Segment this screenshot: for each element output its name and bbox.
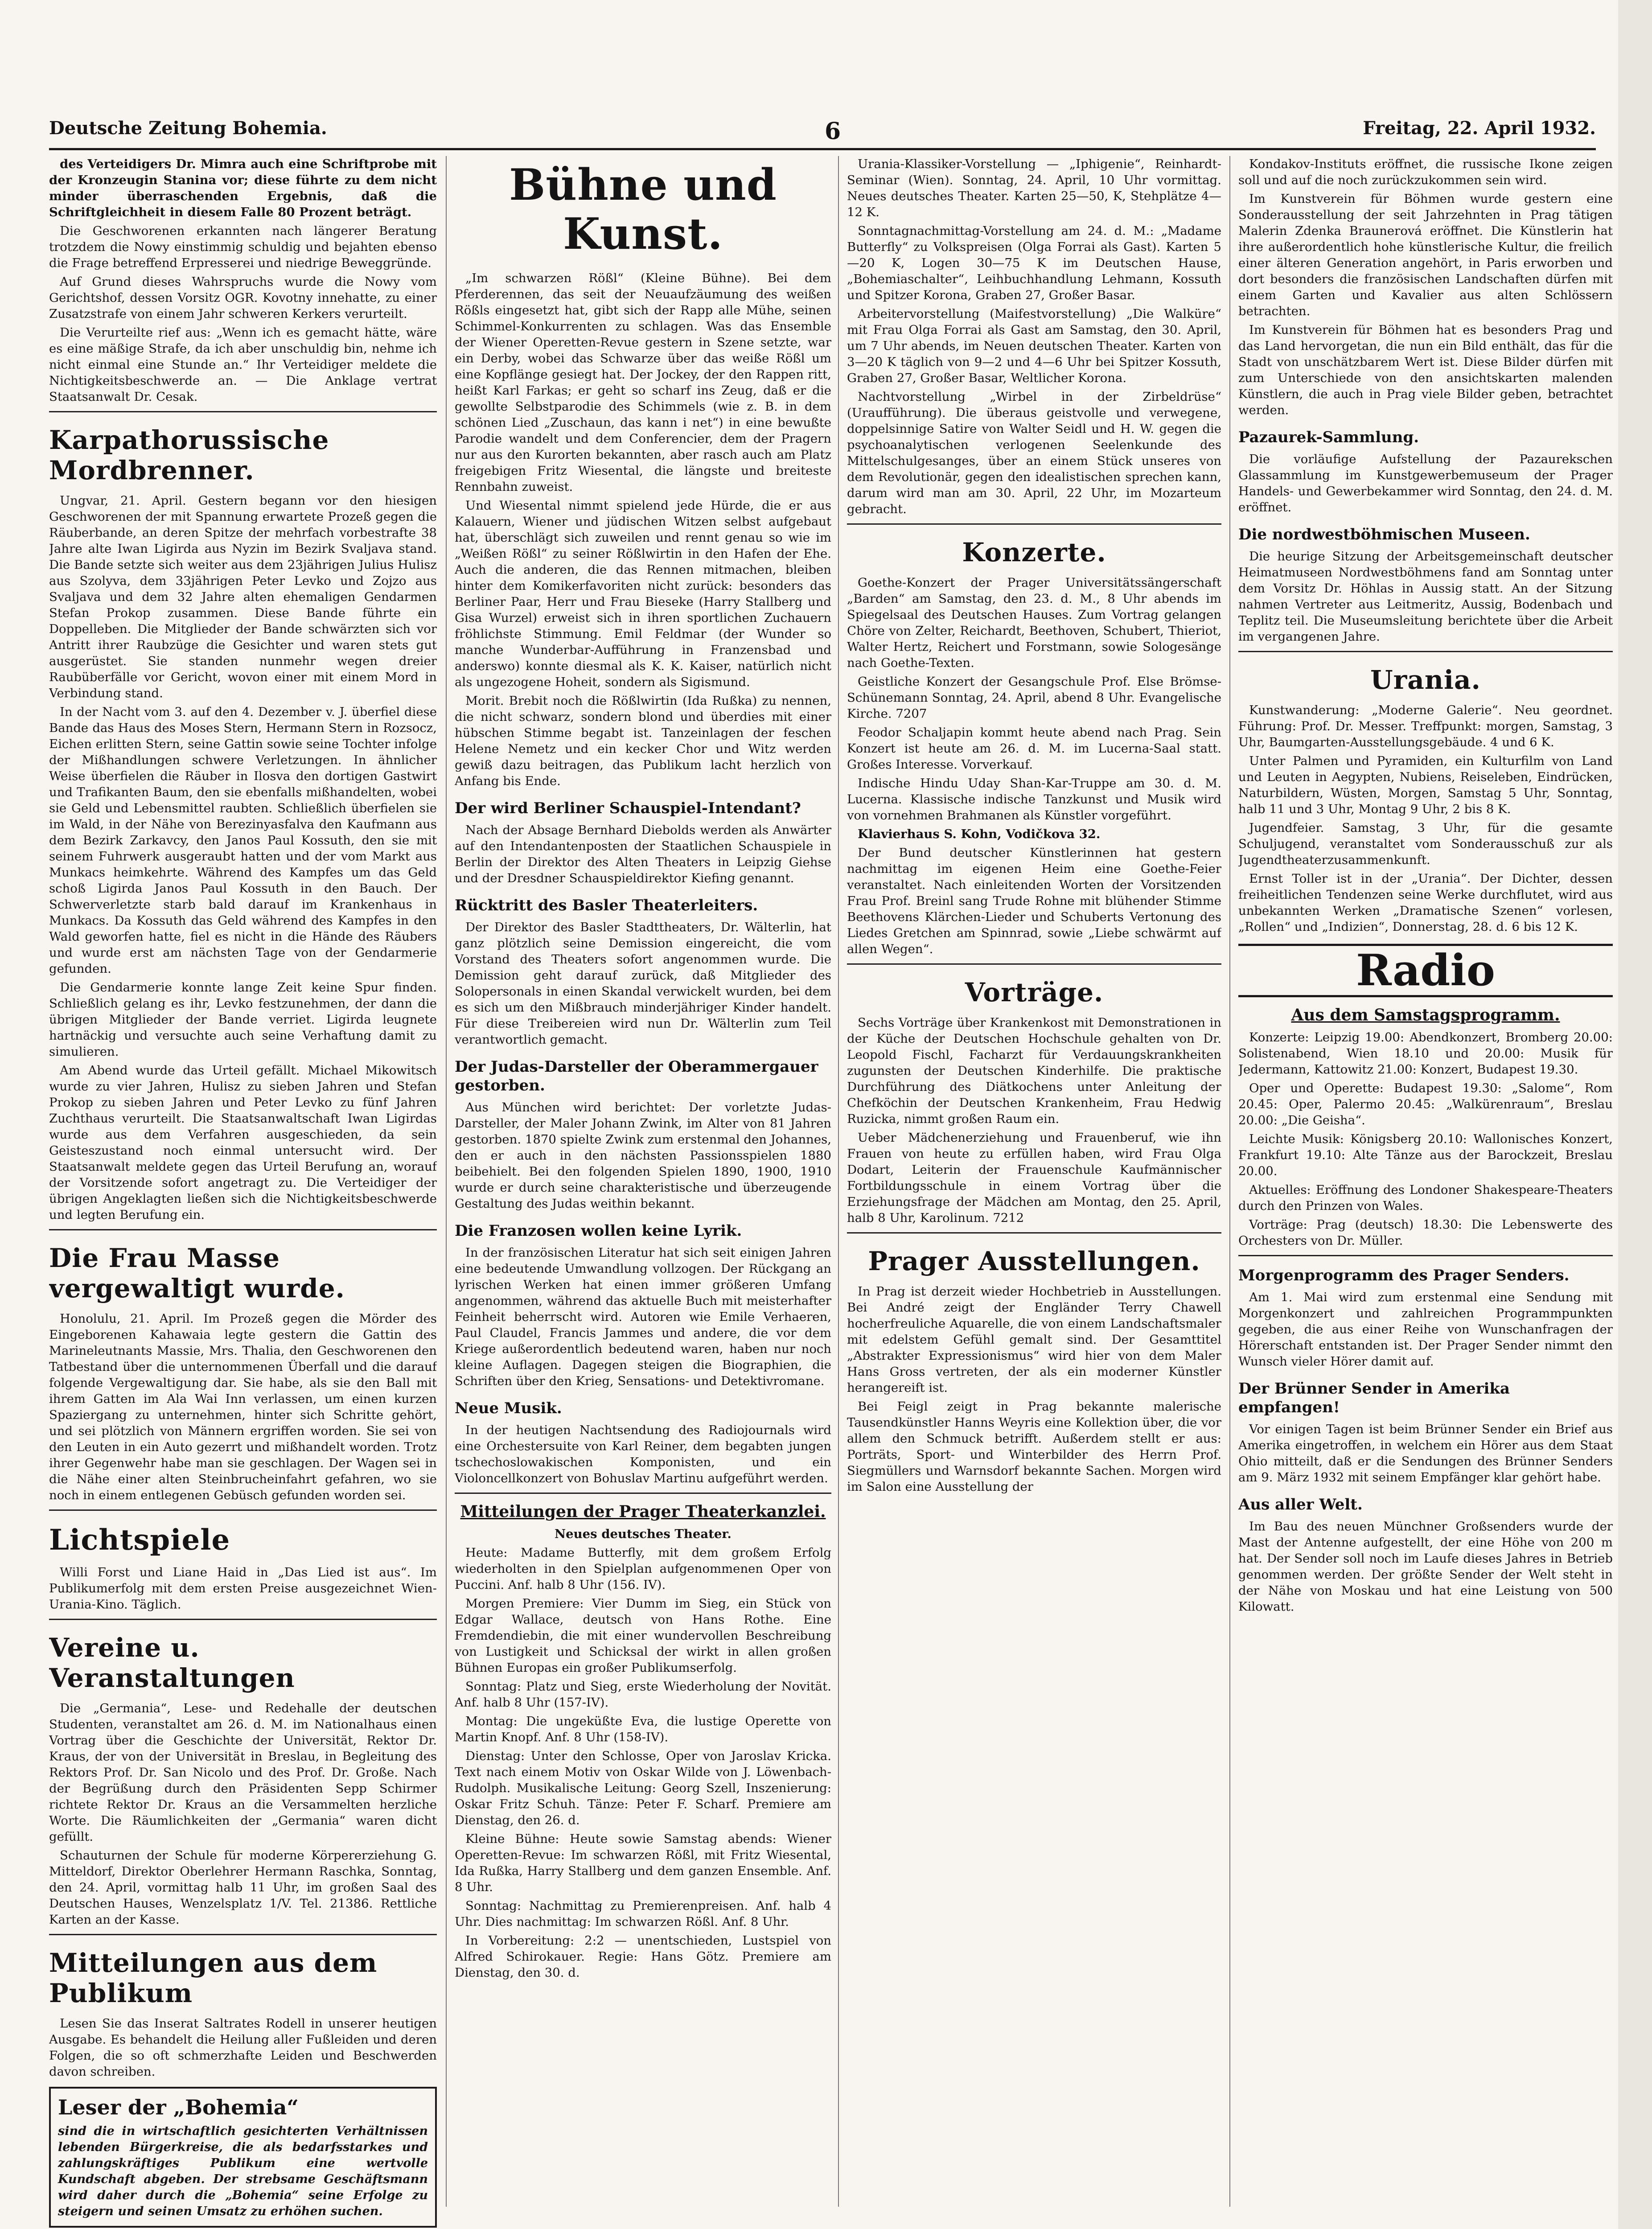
article-text: Am 1. Mai wird zum erstenmal eine Sendung mit Morgenkonzert und zahlreichen Programmpunkten gegeben, die aus einer Reihe von Wunschanfragen der Hörerschaft entstanden ist. Der Prager Sender nimmt den Wunsch vieler Hörer damit auf. [1238, 1290, 1613, 1369]
headline: Die Franzosen wollen keine Lyrik. [455, 1222, 742, 1240]
headline: Karpathorussische Mordbrenner. [49, 425, 329, 485]
section-title: Vorträge. [965, 977, 1104, 1008]
column-1 [49, 156, 437, 2229]
article-text: Die heurige Sitzung der Arbeitsgemeinschaft deutscher Heimatmuseen Nordwestböhmens fand am Sonntag unter dem Vorsitz Dr. Höhlas in Aussig statt. An der Sitzung nahmen Vertreter aus Leitmeritz, Aussig, Bodenbach und Teplitz teil. Die Museumsleitung berichtete über die Arbeit im vergangenen Jahre. [1238, 549, 1613, 644]
article-text: Ungvar, 21. April. Gestern begann vor den hiesigen Geschworenen der mit Spannung erwartete Prozeß gegen die Räuberbande, an deren Spitze der mehrfach vorbestrafte 38 Jahre alte Iwan Ligirda aus Nyzin im Bezirk Svaljava stand. Die Bande setzte sich weiter aus dem 23jährigen Julius Hulisz aus Szolyva, dem 33jährigen Peter Levko und Zojzo aus Svaljava und dem 32 Jahre alten ehemaligen Gendarmen Stefan Prokop zusammen. Diese Bande führte ein Doppelleben. Die Mitglieder der Bande schwärzten sich vor Antritt ihrer Raubzüge die Gesichter und waren stets gut ausgerüstet. Sie standen nunmehr wegen dreier Raubüberfälle vor Gericht, wovon einer mit einem Mord in Verbindung stand. [49, 494, 437, 700]
headline: Mitteilungen der Prager Theaterkanzlei. [460, 1502, 826, 1521]
article-text: In der heutigen Nachtsendung des Radiojournals wird eine Orchestersuite von Karl Reiner, dem begabten jungen tschechoslowakischen Komponisten, und ein Violoncellkonzert von Bohuslav Martinu aufgeführt werden. [455, 1423, 831, 1485]
article-text: Vorträge: Prag (deutsch) 18.30: Die Lebenswerte des Orchesters von Dr. Müller. [1238, 1217, 1613, 1248]
header-rule [49, 148, 1596, 150]
article-text: Die Gendarmerie konnte lange Zeit keine Spur finden. Schließlich gelang es ihr, Levko festzunehmen, der dann die übrigen Mitglieder der Bande verriet. Ligirda leugnete hartnäckig und versuchte auch seine Verhaftung damit zu simulieren. [49, 980, 437, 1059]
section-divider [847, 523, 1221, 525]
page-number: 6 [825, 118, 841, 145]
article-text: Honolulu, 21. April. Im Prozeß gegen die Mörder des Eingeborenen Kahawaia legte gestern die Gattin des Marineleutnants Massie, Mrs. Thalia, den Geschworenen den Tatbestand über die unternommenen Überfall und die darauf folgende Vergewaltigung dar. Sie habe, als sie den Ball mit ihrem Gatten im Ala Wai Inn verlassen, um einen kurzen Spaziergang zu unternehmen, hinter sich Schritte gehört, und sei plötzlich von Männern ergriffen worden. Sie sei von den Leuten in ein Auto gezerrt und mißhandelt worden. Trotz ihrer Gegenwehr habe man sie geschlagen. Der Wagen sei in die Nähe einer alten Steinbrucheinfahrt gefahren, wo sie noch in einem entlegenen Gebüsch gefunden worden sei. [49, 1312, 437, 1502]
issue-date: Freitag, 22. April 1932. [1363, 118, 1596, 139]
article-text: Sechs Vorträge über Krankenkost mit Demonstrationen in der Küche der Deutschen Hochschule gehalten von Dr. Leopold Fischl, Facharzt für Verdauungskrankheiten zugunsten der Deutschen Kinderhilfe. Die praktische Durchführung des Diätkochens unter Anleitung der Chefköchin der Deutschen Krankenheim, Frau Hedwig Ruzicka, nimmt großen Raum ein. [847, 1016, 1221, 1126]
article-text: „Im schwarzen Rößl“ (Kleine Bühne). Bei dem Pferderennen, das seit der Neuaufzäumung des weißen Rößls eingesetzt hat, gibt sich der Rapp alle Mühe, seinen Schimmel-Konkurrenten zu schlagen. Was das Ensemble der Wiener Operetten-Revue gestern in Szene setzte, war ein Derby, wobei das Schwarze über das weiße Rößl um eine Kopflänge gesiegt hat. Der Jockey, der den Rappen ritt, heißt Karl Farkas; er geht so scharf ins Zeug, daß er die gewollte Selbstparodie des Schimmels (wie z. B. in dem schönen Lied „Zuschaun, das kann i net“) in eine bewußte Parodie wandelt und dem Conferencier, dem der Pragern nur aus den Kurorten bekannten, aber rasch auch am Platz freigebigen Fritz Wiesental, die längste und breiteste Rennbahn zuweist. [455, 271, 831, 494]
article-text: Sonntag: Nachmittag zu Premierenpreisen. Anf. halb 4 Uhr. Dies nachmittag: Im schwarzen Rößl. Anf. 8 Uhr. [455, 1899, 831, 1929]
article-text: Oper und Operette: Budapest 19.30: „Salome“, Rom 20.45: Oper, Palermo 20.45: „Walkürenraum“, Breslau 20.00: „Die Geisha“. [1238, 1081, 1613, 1127]
article-text: Vor einigen Tagen ist beim Brünner Sender ein Brief aus Amerika eingetroffen, in welchem ein Hörer aus dem Staat Ohio mitteilt, daß er die Sendungen des Brünner Senders am 9. März 1932 mit seinem Empfänger klar gehört habe. [1238, 1422, 1613, 1485]
headline: Rücktritt des Basler Theaterleiters. [455, 897, 758, 914]
headline: Der Brünner Sender in Amerika empfangen! [1238, 1380, 1510, 1416]
article-text: Indische Hindu Uday Shan-Kar-Truppe am 30. d. M. Lucerna. Klassische indische Tanzkunst und Musik wird von vornehmen Brahmanen als Künstler vorgeführt. [847, 776, 1221, 823]
article-text: Heute: Madame Butterfly, mit dem großem Erfolg wiederholten in den Spielplan aufgenommenen Oper von Puccini. Anf. halb 8 Uhr (156. IV). [455, 1546, 831, 1592]
headline: Neue Musik. [455, 1399, 562, 1417]
newspaper-title: Deutsche Zeitung Bohemia. [49, 118, 327, 139]
article-text: Die „Germania“, Lese- und Redehalle der deutschen Studenten, veranstaltet am 26. d. M. im Nationalhaus einen Vortrag über die Geschichte der Universität, Rektor Dr. Kraus, der von der Universität in Breslau, in Begleitung des Rektors Prof. Dr. San Nicolo und des Prof. Dr. Große. Nach der Begrüßung durch den Präsidenten Sepp Schirmer richtete Rektor Dr. Kraus an die Versammelten herzliche Worte. Die Räumlichkeiten der „Germania“ waren dicht gefüllt. [49, 1701, 437, 1844]
article-text: Schauturnen der Schule für moderne Körpererziehung G. Mitteldorf, Direktor Oberlehrer Hermann Raschka, Sonntag, den 24. April, vormittag halb 11 Uhr, im großen Saal des Deutschen Hauses, Wenzelsplatz 1/V. Tel. 21386. Rettliche Karten an der Kasse. [49, 1848, 437, 1927]
article-text: In der französischen Literatur hat sich seit einigen Jahren eine bedeutende Umwandlung vollzogen. Der Rückgang an lyrischen Werken hat einen immer größeren Umfang angenommen, während das aktuelle Buch mit meisterhafter Feinheit beherrscht wird. Autoren wie Emile Verhaeren, Paul Claudel, Francis Jammes und andere, die vor dem Kriege außerordentlich bedeutend waren, haben nur noch kleine Auflagen. Dagegen steigen die Biographien, die Schriften über den Krieg, Sensations- und Detektivromane. [455, 1246, 831, 1388]
page-header [49, 118, 1596, 145]
article-text: Goethe-Konzert der Prager Universitätssängerschaft „Barden“ am Samstag, den 23. d. M., 8 Uhr abends im Spiegelsaal des Deutschen Hauses. Zum Vortrag gelangen Chöre von Zelter, Reichardt, Beethoven, Schubert, Thieriot, Walter Hertz, Reichert und Forstmann, sowie Sologesänge nach Goethe-Texten. [847, 576, 1221, 670]
headline: Aus dem Samstagsprogramm. [1291, 1006, 1560, 1024]
article-text: In der Nacht vom 3. auf den 4. Dezember v. J. überfiel diese Bande das Haus des Moses Stern, Hermann Stern in Rozsocz, Eichen erlitten Stern, seine Gattin sowie seine Tochter infolge der Mißhandlungen schwere Verletzungen. In ähnlicher Weise überfielen die Räuber in Ilosva den dortigen Gastwirt und Trafikanten Baum, den sie ebenfalls mißhandelten, wobei sie Geld und Lebensmittel raubten. Schließlich überfielen sie im Wald, in der Nähe von Berezinyasfalva den Kaufmann aus dem Bezirk Zarkavcy, den Janos Paul Kossuth, den sie mit seinem Fuhrwerk ausgeraubt hatten und der vom Markt aus Munkacs heimkehrte. Während des Kampfes um das Geld schoß Ligirda Janos Paul Kossuth in den Bauch. Der Schwerverletzte starb bald darauf im Krankenhaus in Munkacs. Da Kossuth das Geld während des Kampfes in den Wald geworfen hatte, fiel es nicht in die Hände des Räubers und wurde erst am nächsten Tage von der Gendarmerie gefunden. [49, 705, 437, 976]
article-text: Ueber Mädchenerziehung und Frauenberuf, wie ihn Frauen von heute zu erfüllen haben, wird Frau Olga Dodart, Leiterin der Frauenschule Kaufmännischer Fortbildungsschule in einem Vortrag über die Erziehungsfrage der Mädchen am Montag, den 25. April, halb 8 Uhr, Karolinum. 7212 [847, 1131, 1221, 1225]
column-divider [1229, 156, 1230, 2207]
scan-margin [1618, 0, 1652, 2229]
article-text: Die Verurteilte rief aus: „Wenn ich es gemacht hätte, wäre es eine mäßige Strafe, da ich aber unschuldig bin, nehme ich nicht einmal eine Stunde an.“ Ihr Verteidiger meldete die Nichtigkeitsbeschwerde an. — Die Anklage vertrat Staatsanwalt Dr. Cesak. [49, 325, 437, 404]
article-text: Jugendfeier. Samstag, 3 Uhr, für die gesamte Schuljugend, veranstaltet vom Sonderausschuß zur als Jugendtheaterzusammenkunft. [1238, 821, 1613, 867]
headline: Der Judas-Darsteller der Oberammergauer gestorben. [455, 1058, 818, 1094]
section-divider [49, 1509, 437, 1511]
article-text: Im Bau des neuen Münchner Großsenders wurde der Mast der Antenne aufgestellt, der eine Höhe von 200 m hat. Der Sender soll noch im Laufe dieses Jahres in Betrieb genommen werden. Der größte Sender der Welt steht in der Nähe von Moskau und hat eine Leistung von 500 Kilowatt. [1238, 1519, 1613, 1614]
article-text: Im Kunstverein für Böhmen hat es besonders Prag und das Land hervorgetan, die nun ein Bild enthält, das für die Stadt von unschätzbarem Wert ist. Diese Bilder dürfen mit zum Unterschiede von den ansichtskarten malenden Künstlern, die auch in Prag viele Bilder geben, betrachtet werden. [1238, 323, 1613, 417]
section-divider [847, 1232, 1221, 1234]
article-text: Willi Forst und Liane Haid in „Das Lied ist aus“. Im Publikumerfolg mit dem ersten Preise ausgezeichnet Wien-Urania-Kino. Täglich. [49, 1565, 437, 1612]
section-title: Prager Ausstellungen. [868, 1246, 1200, 1276]
article-text: Kunstwanderung: „Moderne Galerie“. Neu geordnet. Führung: Prof. Dr. Messer. Treffpunkt: morgen, Samstag, 3 Uhr, Baumgarten-Ausstellungsgebäude. 4 und 6 K. [1238, 703, 1613, 749]
article-text: Kleine Bühne: Heute sowie Samstag abends: Wiener Operetten-Revue: Im schwarzen Rößl, mit Fritz Wiesental, Ida Rußka, Harry Stallberg und dem ganzen Ensemble. Anf. 8 Uhr. [455, 1832, 831, 1894]
article-text: Urania-Klassiker-Vorstellung — „Iphigenie“, Reinhardt-Seminar (Wien). Sonntag, 24. April, 10 Uhr vormittag. Neues deutsches Theater. Karten 25—50, K, Stehplätze 4—12 K. [847, 157, 1221, 219]
article-text: Am Abend wurde das Urteil gefällt. Michael Mikowitsch wurde zu vier Jahren, Hulisz zu sieben Jahren und Stefan Prokop zu sieben Jahren und Peter Levko zu fünf Jahren Zuchthaus verurteilt. Die Staatsanwaltschaft Iwan Ligirdas wurde aus dem Verfahren ausgeschieden, da sein Geisteszustand noch einmal untersucht wird. Der Staatsanwalt meldete gegen das Urteil Berufung an, worauf der Vorsitzende sofort angetragt zu. Die Verteidiger der übrigen Angeklagten ließen sich die Nichtigkeitsbeschwerde und legten Berufung ein. [49, 1063, 437, 1222]
section-divider [49, 1229, 437, 1230]
column-divider [446, 156, 447, 2207]
article-text: Ernst Toller ist in der „Urania“. Der Dichter, dessen freiheitlichen Tendenzen seine Werke durchflutet, wird aus unbekannten Werken „Dramatische Szenen“ vorlesen, „Rollen“ und „Indizien“, Donnerstag, 28. d. 6 bis 12 K. [1238, 872, 1613, 934]
article-text: Der Bund deutscher Künstlerinnen hat gestern nachmittag im eigenen Heim eine Goethe-Feier veranstaltet. Nach einleitenden Worten der Vorsitzenden Frau Prof. Breinl sang Trude Rohne mit blühender Stimme Beethovens Klärchen-Lieder und Schuberts Vertonung des Liedes Gretchen am Spinnrad, sowie „Liebe schwärmt auf allen Wegen“. [847, 846, 1221, 956]
article-text: Aktuelles: Eröffnung des Londoner Shakespeare-Theaters durch den Prinzen von Wales. [1238, 1183, 1613, 1213]
article-text: Die Geschworenen erkannten nach längerer Beratung trotzdem die Nowy einstimmig schuldig und bejahten ebenso die Frage betreffend Erpresserei und niedrige Beweggründe. [49, 224, 437, 270]
article-text: Montag: Die ungeküßte Eva, die lustige Operette von Martin Knopf. Anf. 8 Uhr (158-IV). [455, 1714, 831, 1744]
subheading: Neues deutsches Theater. [555, 1527, 731, 1541]
article-text: Feodor Schaljapin kommt heute abend nach Prag. Sein Konzert ist heute am 26. d. M. im Lucerna-Saal statt. Großes Interesse. Vorverkauf. [847, 725, 1221, 772]
section-divider [49, 1934, 437, 1935]
section-divider [455, 1493, 831, 1494]
section-title: Bühne und Kunst. [509, 160, 777, 259]
article-text: Klavierhaus S. Kohn, Vodičkova 32. [858, 827, 1101, 841]
article-text: Arbeitervorstellung (Maifestvorstellung) „Die Walküre“ mit Frau Olga Forrai als Gast am Samstag, den 30. April, um 7 Uhr abends, im Neuen deutschen Theater. Karten von 3—20 K täglich von 9—2 und 4—6 Uhr bei Spitzer Kossuth, Graben 27, Großer Basar, Weltlicher Korona. [847, 307, 1221, 385]
ad-title: Leser der „Bohemia“ [58, 2095, 299, 2119]
section-divider [49, 1619, 437, 1620]
article-text: Der Direktor des Basler Stadttheaters, Dr. Wälterlin, hat ganz plötzlich seine Demission eingereicht, die vom Vorstand des Theaters sofort angenommen wurde. Die Demission geht darauf zurück, daß Mitglieder des Solopersonals in einen Skandal verwickelt wurden, bei dem es sich um den Mißbrauch minderjähriger Kinder handelt. Für diese Treibereien wird nun Dr. Wälterlin zum Teil verantwortlich gemacht. [455, 920, 831, 1047]
article-text: Morit. Brebit noch die Rößlwirtin (Ida Rußka) zu nennen, die nicht schwarz, sondern blond und überdies mit einer hübschen Stimme begabt ist. Tanzeinlagen der feschen Helene Nemetz und ein kecker Chor und Witz werden gewiß dazu beitragen, das Publikum lacht herzlich von Anfang bis Ende. [455, 694, 831, 788]
column-4 [1238, 156, 1613, 2229]
section-title: Vereine u. Veranstaltungen [49, 1633, 295, 1693]
advertisement-box [49, 2087, 437, 2228]
section-title: Mitteilungen aus dem Publikum [49, 1948, 378, 2008]
article-text: Die vorläufige Aufstellung der Pazaurekschen Glassammlung im Kunstgewerbemuseum der Prager Handels- und Gewerbekammer wird Sonntag, den 24. d. M. eröffnet. [1238, 452, 1613, 514]
article-text: Sonntagnachmittag-Vorstellung am 24. d. M.: „Madame Butterfly“ zu Volkspreisen (Olga Forrai als Gast). Karten 5—20 K, Logen 30—75 K im Deutschen Hause, „Bohemiaschalter“, Leihbuchhandlung Lehmann, Kossuth und Spitzer Korona, Graben 27, Großer Basar. [847, 224, 1221, 302]
article-text: In Prag ist derzeit wieder Hochbetrieb in Ausstellungen. Bei André zeigt der Engländer Terry Chawell hocherfreuliche Aquarelle, die von einem Landschaftsmaler mit edelstem Gefühl gemalt sind. Der Gesamttitel „Abstrakter Expressionismus“ wird hier von dem Maler Hans Gross vertreten, der als ein moderner Künstler herangereift ist. [847, 1284, 1221, 1395]
article-text: Unter Palmen und Pyramiden, ein Kulturfilm von Land und Leuten in Aegypten, Nubiens, Reiseleben, Eindrücken, Naturbildern, Wüsten, Morgen, Samstag 5 Uhr, Sonntag, halb 11 und 3 Uhr, Montag 9 Uhr, 2 bis 8 K. [1238, 754, 1613, 816]
section-title: Urania. [1370, 665, 1481, 695]
section-divider [847, 963, 1221, 965]
headline: Pazaurek-Sammlung. [1238, 428, 1419, 446]
article-text: Kondakov-Instituts eröffnet, die russische Ikone zeigen soll und auf die noch zurückzukommen sein wird. [1238, 157, 1613, 187]
column-2 [455, 156, 831, 2229]
article-text: Nachtvorstellung „Wirbel in der Zirbeldrüse“ (Uraufführung). Die überaus geistvolle und verwegene, doppelsinnige Satire von Walter Seidl und H. W. gegen die psychoanalytischen verlogenen Seelenkunde des Mittelschulgesanges, über an einem Stück unseres von dem Revolutionär, gegen den idealistischen sprechen kann, darum wird man am 30. April, 22 Uhr, im Mozarteum gebracht. [847, 390, 1221, 516]
article-text: In Vorbereitung: 2:2 — unentschieden, Lustspiel von Alfred Schirokauer. Regie: Hans Götz. Premiere am Dienstag, den 30. d. [455, 1933, 831, 1980]
article-text: Bei Feigl zeigt in Prag bekannte malerische Tausendkünstler Hanns Weyris eine Kollektion über, die vor allem den Schmuck betrifft. Außerdem stellt er aus: Porträts, Sport- und Winterbilder des Herrn Prof. Siegmüllers und Warnsdorf bekannte Sachen. Morgen wird im Salon eine Ausstellung der [847, 1399, 1221, 1494]
headline: Die nordwestböhmischen Museen. [1238, 526, 1530, 543]
headline: Der wird Berliner Schauspiel-Intendant? [455, 799, 801, 817]
section-title: Konzerte. [962, 537, 1106, 568]
section-title: Radio [1238, 944, 1613, 997]
column-divider [838, 156, 839, 2207]
headline: Aus aller Welt. [1238, 1496, 1363, 1513]
article-text: Morgen Premiere: Vier Dumm im Sieg, ein Stück von Edgar Wallace, deutsch von Hans Rothe. Eine Fremdendiebin, die mit einer wundervollen Beschreibung von Lustigkeit und Schicksal der wirkt in allen großen Bühnen Europas ein großer Publikumserfolg. [455, 1596, 831, 1675]
column-3 [847, 156, 1221, 2229]
article-text: Dienstag: Unter den Schlosse, Oper von Jaroslav Kricka. Text nach einem Motiv von Oskar Wilde von J. Löwenbach-Rudolph. Musikalische Leitung: Georg Szell, Inszenierung: Oskar Fritz Schuh. Tänze: Peter F. Scharf. Premiere am Dienstag, den 26. d. [455, 1749, 831, 1827]
section-divider [49, 411, 437, 412]
article-text: Leichte Musik: Königsberg 20.10: Wallonisches Konzert, Frankfurt 19.10: Alte Tänze aus der Barockzeit, Breslau 20.00. [1238, 1132, 1613, 1178]
section-divider [1238, 1255, 1613, 1256]
section-divider [1238, 651, 1613, 652]
article-text: Nach der Absage Bernhard Diebolds werden als Anwärter auf den Intendantenposten der Staatlichen Schauspiele in Berlin der Direktor des Alten Theaters in Leipzig Giehse und der Dresdner Schauspieldirektor Kiefing genannt. [455, 823, 831, 885]
headline: Morgenprogramm des Prager Senders. [1238, 1267, 1570, 1284]
article-text: des Verteidigers Dr. Mimra auch eine Schriftprobe mit der Kronzeugin Stanina vor; diese führte zu dem nicht minder überraschenden Ergebnis, daß die Schriftgleichheit in diesem Falle 80 Prozent beträgt. [49, 157, 437, 219]
section-title: Lichtspiele [49, 1523, 230, 1557]
article-text: Geistliche Konzert der Gesangschule Prof. Else Brömse-Schünemann Sonntag, 24. April, abend 8 Uhr. Evangelische Kirche. 7207 [847, 674, 1221, 721]
article-text: Lesen Sie das Inserat Saltrates Rodell in unserer heutigen Ausgabe. Es behandelt die Heilung aller Fußleiden und deren Folgen, die so oft schmerzhafte Leiden und Beschwerden davon schreiben. [49, 2016, 437, 2079]
ad-text: sind die in wirtschaftlich gesichterten Verhältnissen lebenden Bürgerkreise, die als bedarfsstarkes und zahlungskräftiges Publikum eine wertvolle Kundschaft abgeben. Der strebsame Geschäftsmann wird daher durch die „Bohemia“ seine Erfolge zu steigern und seinen Umsatz zu erhöhen suchen. [58, 2124, 428, 2218]
article-text: Konzerte: Leipzig 19.00: Abendkonzert, Bromberg 20.00: Solistenabend, Wien 18.10 und 20.00: Musik für Jedermann, Kattowitz 21.00: Konzert, Budapest 19.30. [1238, 1030, 1613, 1077]
article-text: Aus München wird berichtet: Der vorletzte Judas-Darsteller, der Maler Johann Zwink, im Alter von 81 Jahren gestorben. 1870 spielte Zwink zum erstenmal den Johannes, den er auch in den nächsten Passionsspielen 1880 beibehielt. Bei den folgenden Spielen 1890, 1900, 1910 wurde er durch seine charakteristische und überzeugende Gestaltung des Judas weithin bekannt. [455, 1100, 831, 1211]
headline: Die Frau Masse vergewaltigt wurde. [49, 1243, 345, 1304]
article-text: Und Wiesental nimmt spielend jede Hürde, die er aus Kalauern, Wiener und jüdischen Witzen selbst aufgebaut hat, überschlägt sich zuweilen und rennt genau so wie im „Weißen Rößl“ zu seiner Rößlwirtin in den Hafen der Ehe. Auch die anderen, die das Rennen mitmachen, bleiben hinter dem Komikerfavoriten nicht zurück: besonders das Berliner Paar, Herr und Frau Bieseke (Harry Stallberg und Gisa Wurzel) erweist sich in ihren sportlichen Zuchauern fröhlichste Stimmung. Emil Feldmar (der Wunder so manche Wunderbar-Aufführung in Franzensbad und anderswo) konnte diesmal als K. K. Kaiser, natürlich nicht als ungezogene Hoheit, sondern als Sigismund. [455, 498, 831, 689]
article-text: Im Kunstverein für Böhmen wurde gestern eine Sonderausstellung der seit Jahrzehnten in Prag tätigen Malerin Zdenka Braunerová eröffnet. Die Künstlerin hat ihre außerordentlich hohe künstlerische Kultur, die freilich einer älteren Generation angehört, in Paris erworben und dort besonders die französischen Landschaften dürfen mit einem Garten und Kavalier aus alten Schlössern betrachten. [1238, 192, 1613, 318]
article-text: Sonntag: Platz und Sieg, erste Wiederholung der Novität. Anf. halb 8 Uhr (157-IV). [455, 1679, 831, 1710]
article-text: Auf Grund dieses Wahrspruchs wurde die Nowy vom Gerichtshof, dessen Vorsitz OGR. Kovotny innehatte, zu einer Zusatzstrafe von einem Jahr schweren Kerkers verurteilt. [49, 275, 437, 321]
